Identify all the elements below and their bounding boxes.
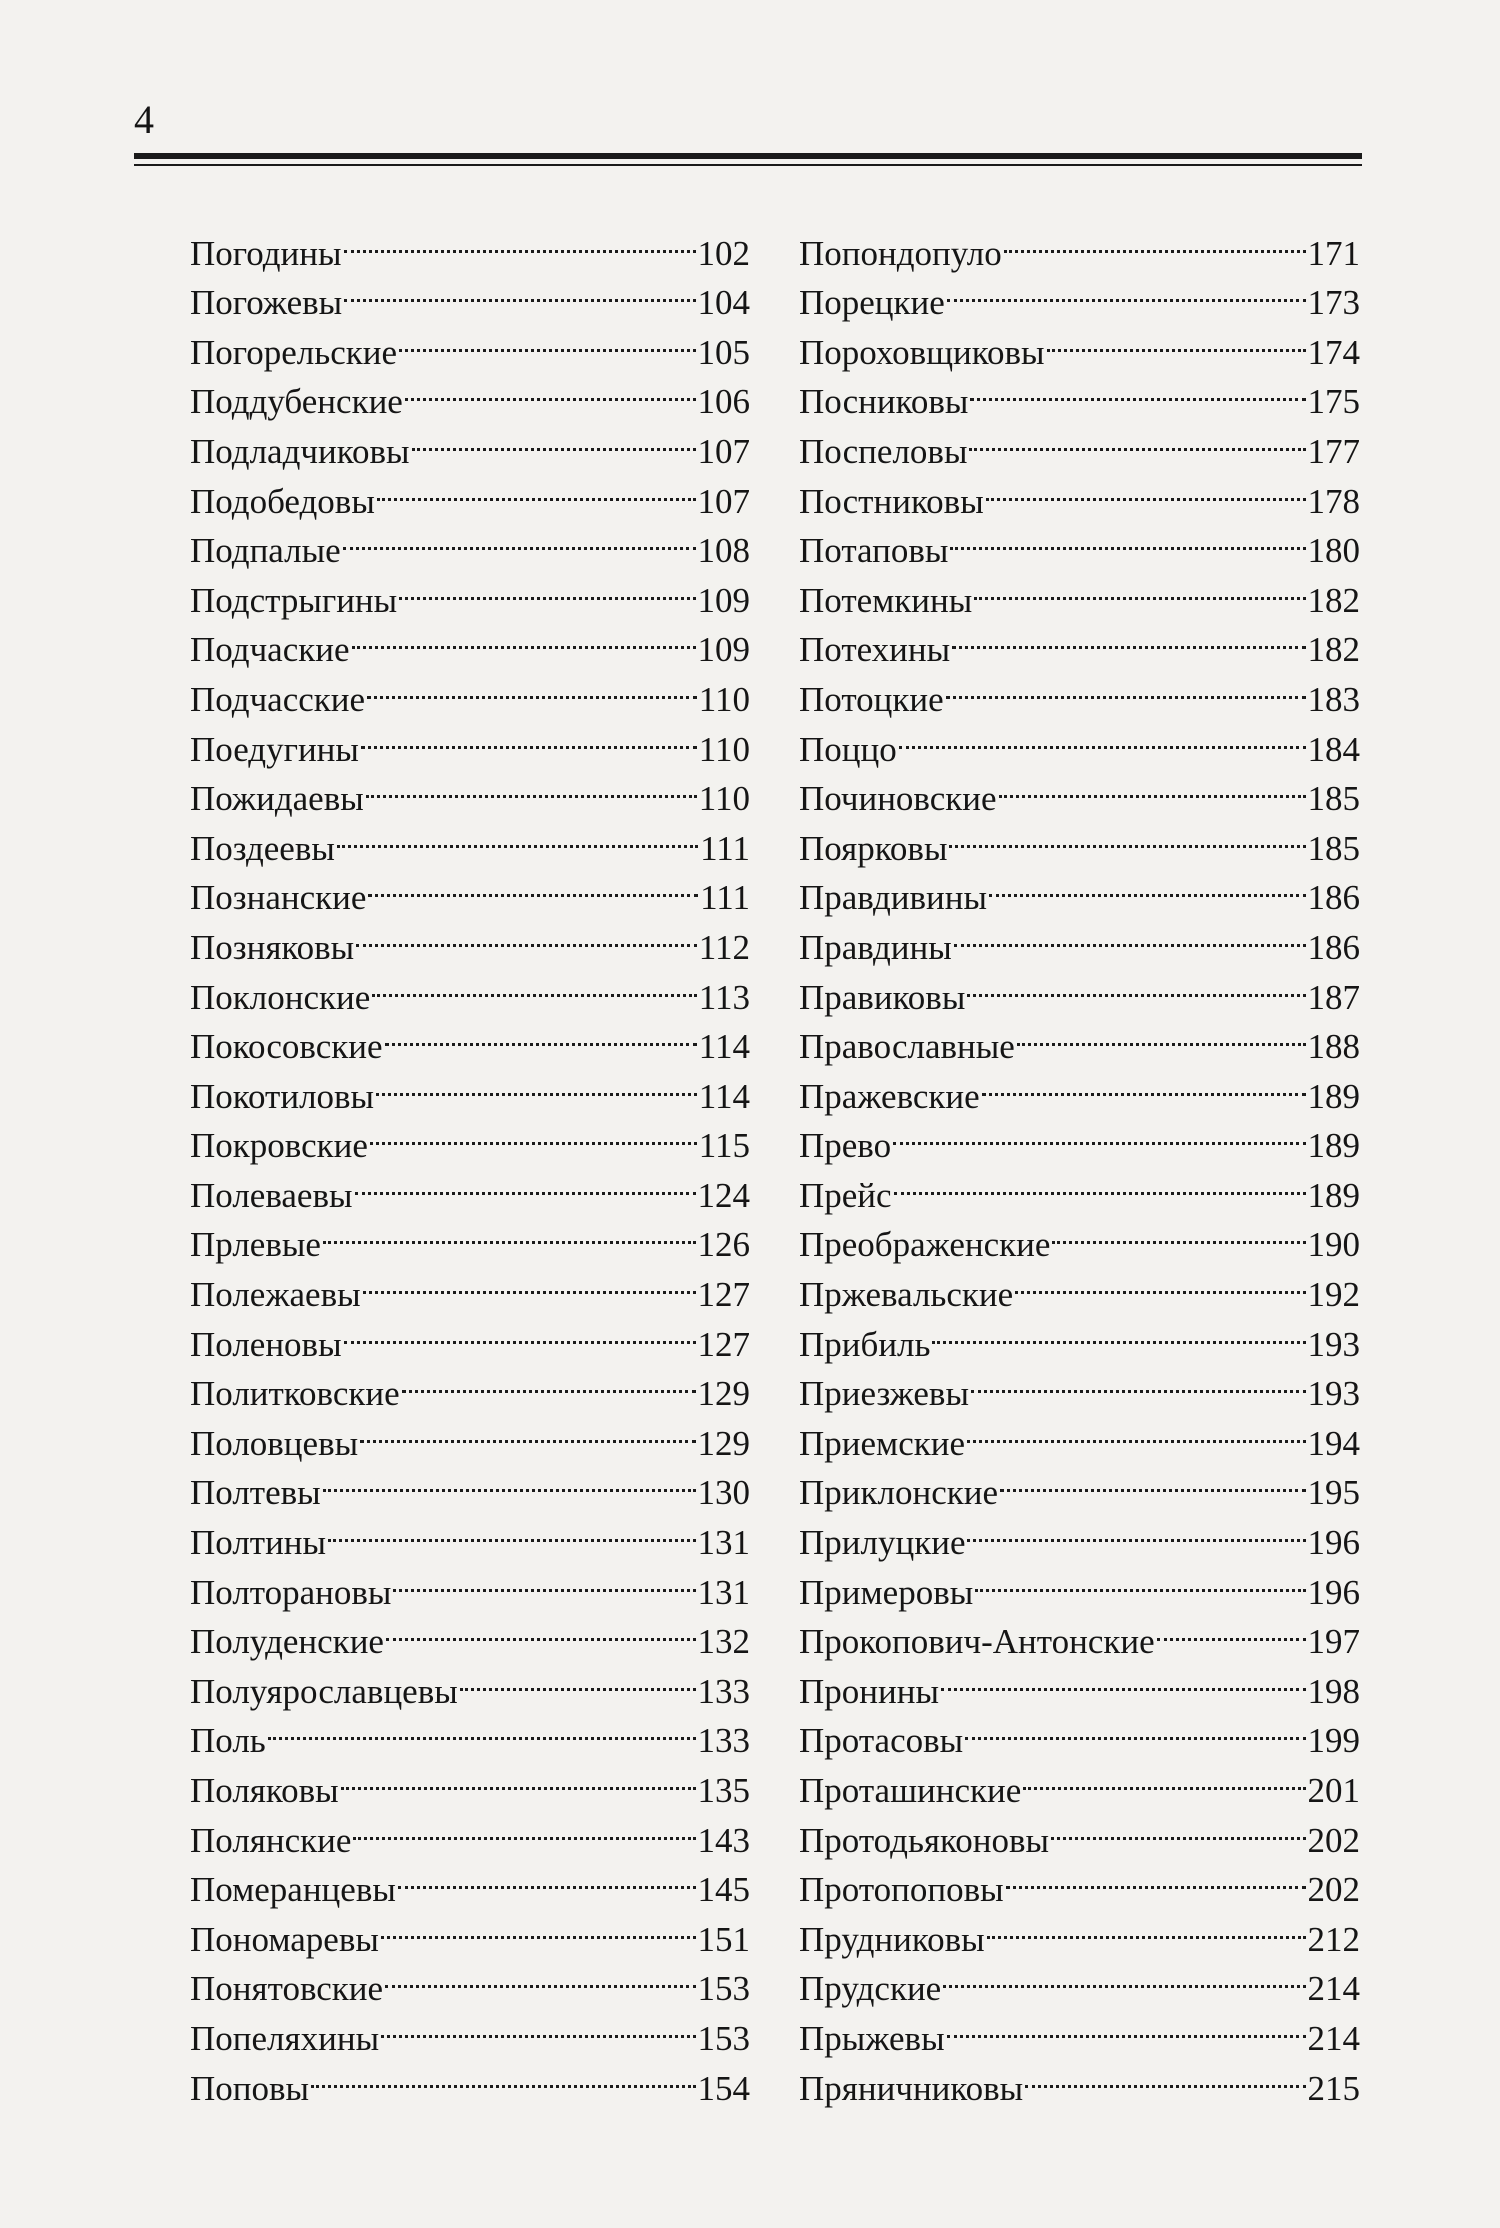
entry-surname: Поль bbox=[190, 1721, 266, 1761]
entry-surname: Покотиловы bbox=[190, 1076, 375, 1116]
index-column-right bbox=[799, 215, 1360, 2108]
dot-leader bbox=[399, 314, 695, 364]
entry-surname: Полуденские bbox=[190, 1622, 384, 1662]
entry-surname: Поддубенские bbox=[190, 382, 403, 422]
entry-surname: Потоцкие bbox=[799, 679, 944, 719]
dot-leader bbox=[370, 1108, 697, 1158]
entry-surname: Правдивины bbox=[799, 878, 988, 918]
entry-surname: Попеляхины bbox=[190, 2018, 380, 2058]
entry-page-number: 177 bbox=[1307, 431, 1360, 471]
dot-leader bbox=[967, 1405, 1306, 1455]
entry-surname: Полеваевы bbox=[190, 1175, 353, 1215]
index-column-left bbox=[190, 215, 750, 2108]
dot-leader bbox=[971, 1356, 1306, 1406]
entry-page-number: 196 bbox=[1307, 1523, 1360, 1563]
entry-page-number: 135 bbox=[697, 1771, 750, 1810]
dot-leader bbox=[343, 513, 696, 563]
dot-leader bbox=[894, 1157, 1306, 1207]
dot-leader bbox=[1047, 314, 1306, 364]
entry-surname: Подобедовы bbox=[190, 481, 375, 521]
entry-surname: Половцевы bbox=[190, 1423, 359, 1463]
entry-surname: Пражевские bbox=[799, 1076, 980, 1116]
entry-surname: Православные bbox=[799, 1027, 1015, 1067]
index-entry bbox=[190, 1752, 750, 1810]
entry-surname: Постниковы bbox=[799, 481, 984, 521]
dot-leader bbox=[1157, 1604, 1306, 1654]
entry-surname: Понятовские bbox=[190, 1969, 384, 2009]
dot-leader bbox=[323, 1207, 696, 1257]
dot-leader bbox=[377, 463, 696, 513]
entry-surname: Правиковы bbox=[799, 977, 966, 1017]
entry-page-number: 106 bbox=[697, 382, 750, 422]
entry-surname: Прейс bbox=[799, 1175, 892, 1215]
entry-surname: Поспеловы bbox=[799, 431, 968, 471]
dot-leader bbox=[965, 1703, 1305, 1753]
dot-leader bbox=[1051, 1802, 1305, 1852]
entry-page-number: 171 bbox=[1307, 233, 1360, 273]
dot-leader bbox=[967, 1504, 1305, 1554]
entry-surname: Полянские bbox=[190, 1820, 352, 1860]
entry-page-number: 187 bbox=[1307, 977, 1360, 1017]
dot-leader bbox=[341, 1752, 696, 1802]
dot-leader bbox=[1015, 1256, 1305, 1306]
entry-surname: Правдины bbox=[799, 927, 952, 967]
dot-leader bbox=[950, 513, 1305, 563]
dot-leader bbox=[1023, 1752, 1305, 1802]
entry-page-number: 115 bbox=[698, 1126, 750, 1166]
entry-page-number: 110 bbox=[698, 729, 750, 769]
dot-leader bbox=[367, 661, 697, 711]
dot-leader bbox=[954, 909, 1306, 959]
entry-surname: Поляковы bbox=[190, 1771, 339, 1810]
entry-page-number: 186 bbox=[1307, 927, 1360, 967]
entry-surname: Померанцевы bbox=[190, 1870, 396, 1910]
entry-surname: Пряничниковы bbox=[799, 2068, 1024, 2108]
entry-page-number: 197 bbox=[1307, 1622, 1360, 1662]
entry-page-number: 109 bbox=[697, 580, 750, 620]
entry-page-number: 190 bbox=[1307, 1225, 1360, 1265]
entry-page-number: 193 bbox=[1307, 1374, 1360, 1414]
entry-page-number: 185 bbox=[1307, 828, 1360, 868]
entry-surname: Посниковы bbox=[799, 382, 969, 422]
entry-page-number: 173 bbox=[1307, 283, 1360, 323]
entry-page-number: 133 bbox=[697, 1671, 750, 1711]
entry-surname: Полежаевы bbox=[190, 1275, 361, 1315]
entry-page-number: 186 bbox=[1307, 878, 1360, 918]
dot-leader bbox=[1000, 1455, 1305, 1505]
entry-surname: Пронины bbox=[799, 1671, 939, 1711]
entry-page-number: 131 bbox=[697, 1523, 750, 1563]
entry-surname: Прудниковы bbox=[799, 1919, 985, 1959]
dot-leader bbox=[353, 1802, 695, 1852]
dot-leader bbox=[386, 1604, 696, 1654]
entry-page-number: 199 bbox=[1307, 1721, 1360, 1761]
entry-surname: Погорельские bbox=[190, 332, 398, 372]
entry-page-number: 180 bbox=[1307, 531, 1360, 571]
dot-leader bbox=[393, 1554, 695, 1604]
entry-page-number: 124 bbox=[697, 1175, 750, 1215]
dot-leader bbox=[969, 413, 1305, 463]
entry-page-number: 201 bbox=[1307, 1771, 1360, 1810]
index-entry bbox=[190, 1703, 750, 1761]
entry-surname: Приезжевы bbox=[799, 1374, 969, 1414]
dot-leader bbox=[355, 1157, 696, 1207]
entry-surname: Политковские bbox=[190, 1374, 400, 1414]
entry-surname: Поедугины bbox=[190, 729, 359, 769]
dot-leader bbox=[344, 265, 695, 315]
entry-surname: Прилуцкие bbox=[799, 1523, 966, 1563]
entry-surname: Прудские bbox=[799, 1969, 942, 2009]
entry-surname: Погожевы bbox=[190, 283, 343, 323]
entry-page-number: 113 bbox=[698, 977, 750, 1017]
entry-page-number: 107 bbox=[697, 481, 750, 521]
entry-page-number: 127 bbox=[697, 1275, 750, 1315]
dot-leader bbox=[311, 2050, 695, 2100]
entry-surname: Прево bbox=[799, 1126, 892, 1166]
header-rule-thin bbox=[134, 164, 1362, 166]
entry-page-number: 102 bbox=[697, 233, 750, 273]
entry-page-number: 105 bbox=[697, 332, 750, 372]
dot-leader bbox=[932, 1306, 1305, 1356]
dot-leader bbox=[412, 413, 696, 463]
dot-leader bbox=[399, 562, 695, 612]
dot-leader bbox=[943, 1951, 1305, 2001]
entry-page-number: 198 bbox=[1307, 1671, 1360, 1711]
entry-page-number: 130 bbox=[697, 1473, 750, 1513]
dot-leader bbox=[360, 1405, 695, 1455]
entry-page-number: 109 bbox=[697, 630, 750, 670]
dot-leader bbox=[402, 1356, 696, 1406]
entry-page-number: 188 bbox=[1307, 1027, 1360, 1067]
entry-page-number: 145 bbox=[697, 1870, 750, 1910]
entry-surname: Позняковы bbox=[190, 927, 355, 967]
entry-page-number: 112 bbox=[698, 927, 750, 967]
entry-page-number: 195 bbox=[1307, 1473, 1360, 1513]
entry-page-number: 129 bbox=[697, 1423, 750, 1463]
entry-page-number: 111 bbox=[700, 878, 750, 918]
entry-surname: Протопоповы bbox=[799, 1870, 1004, 1910]
entry-surname: Полтевы bbox=[190, 1473, 321, 1513]
entry-page-number: 153 bbox=[697, 1969, 750, 2009]
entry-surname: Подпалые bbox=[190, 531, 341, 571]
entry-surname: Потехины bbox=[799, 630, 951, 670]
entry-page-number: 189 bbox=[1307, 1076, 1360, 1116]
page-number: 4 bbox=[134, 97, 154, 142]
entry-page-number: 202 bbox=[1307, 1870, 1360, 1910]
entry-page-number: 143 bbox=[697, 1820, 750, 1860]
dot-leader bbox=[941, 1653, 1306, 1703]
entry-surname: Прокопович-Антонские bbox=[799, 1622, 1155, 1662]
entry-surname: Пржевальские bbox=[799, 1275, 1014, 1315]
entry-page-number: 212 bbox=[1307, 1919, 1360, 1959]
entry-surname: Полуярославцевы bbox=[190, 1671, 458, 1711]
entry-page-number: 174 bbox=[1307, 332, 1360, 372]
entry-page-number: 189 bbox=[1307, 1175, 1360, 1215]
entry-page-number: 110 bbox=[698, 679, 750, 719]
dot-leader bbox=[974, 562, 1305, 612]
dot-leader bbox=[268, 1703, 696, 1753]
entry-page-number: 108 bbox=[697, 531, 750, 571]
entry-surname: Подчасские bbox=[190, 679, 366, 719]
dot-leader bbox=[947, 265, 1306, 315]
dot-leader bbox=[1004, 215, 1306, 265]
entry-surname: Покосовские bbox=[190, 1027, 383, 1067]
dot-leader bbox=[1025, 2050, 1305, 2100]
entry-surname: Попондопуло bbox=[799, 233, 1002, 273]
dot-leader bbox=[460, 1653, 696, 1703]
entry-surname: Приемские bbox=[799, 1423, 965, 1463]
dot-leader bbox=[1052, 1207, 1305, 1257]
header-rule-thick bbox=[134, 153, 1362, 159]
entry-surname: Поленовы bbox=[190, 1324, 342, 1364]
dot-leader bbox=[372, 959, 697, 1009]
dot-leader bbox=[385, 1009, 697, 1059]
dot-leader bbox=[893, 1108, 1305, 1158]
entry-page-number: 154 bbox=[697, 2068, 750, 2108]
dot-leader bbox=[1006, 1852, 1306, 1902]
entry-page-number: 182 bbox=[1307, 580, 1360, 620]
entry-surname: Прыжевы bbox=[799, 2018, 945, 2058]
dot-leader bbox=[970, 364, 1305, 414]
dot-leader bbox=[975, 1554, 1305, 1604]
entry-surname: Поздеевы bbox=[190, 828, 335, 868]
entry-page-number: 193 bbox=[1307, 1324, 1360, 1364]
dot-leader bbox=[952, 612, 1305, 662]
entry-page-number: 215 bbox=[1307, 2068, 1360, 2108]
dot-leader bbox=[899, 711, 1306, 761]
dot-leader bbox=[381, 1901, 696, 1951]
dot-leader bbox=[344, 215, 696, 265]
entry-surname: Протодьяконовы bbox=[799, 1820, 1050, 1860]
entry-surname: Пороховщиковы bbox=[799, 332, 1045, 372]
entry-surname: Полторановы bbox=[190, 1572, 392, 1612]
entry-page-number: 182 bbox=[1307, 630, 1360, 670]
dot-leader bbox=[1017, 1009, 1306, 1059]
entry-surname: Поклонские bbox=[190, 977, 371, 1017]
dot-leader bbox=[946, 661, 1306, 711]
entry-page-number: 151 bbox=[697, 1919, 750, 1959]
entry-page-number: 194 bbox=[1307, 1423, 1360, 1463]
entry-page-number: 110 bbox=[698, 779, 750, 819]
dot-leader bbox=[947, 2000, 1306, 2050]
entry-surname: Пожидаевы bbox=[190, 779, 364, 819]
dot-leader bbox=[987, 1901, 1306, 1951]
entry-page-number: 192 bbox=[1307, 1275, 1360, 1315]
entry-page-number: 132 bbox=[697, 1622, 750, 1662]
entry-page-number: 127 bbox=[697, 1324, 750, 1364]
entry-surname: Порецкие bbox=[799, 283, 945, 323]
entry-page-number: 111 bbox=[700, 828, 750, 868]
dot-leader bbox=[376, 1058, 697, 1108]
entry-page-number: 131 bbox=[697, 1572, 750, 1612]
entry-page-number: 214 bbox=[1307, 2018, 1360, 2058]
dot-leader bbox=[361, 711, 697, 761]
entry-page-number: 184 bbox=[1307, 729, 1360, 769]
dot-leader bbox=[999, 761, 1306, 811]
entry-page-number: 114 bbox=[698, 1076, 750, 1116]
entry-surname: Прлевые bbox=[190, 1225, 321, 1265]
entry-surname: Протасовы bbox=[799, 1721, 964, 1761]
entry-page-number: 133 bbox=[697, 1721, 750, 1761]
entry-surname: Подчаские bbox=[190, 630, 350, 670]
dot-leader bbox=[989, 860, 1305, 910]
entry-surname: Починовские bbox=[799, 779, 997, 819]
entry-page-number: 214 bbox=[1307, 1969, 1360, 2009]
entry-page-number: 175 bbox=[1307, 382, 1360, 422]
entry-surname: Поповы bbox=[190, 2068, 310, 2108]
entry-page-number: 129 bbox=[697, 1374, 750, 1414]
entry-surname: Потемкины bbox=[799, 580, 973, 620]
dot-leader bbox=[967, 959, 1305, 1009]
entry-surname: Потаповы bbox=[799, 531, 949, 571]
entry-page-number: 153 bbox=[697, 2018, 750, 2058]
dot-leader bbox=[344, 1306, 696, 1356]
entry-page-number: 104 bbox=[697, 283, 750, 323]
entry-surname: Примеровы bbox=[799, 1572, 974, 1612]
entry-surname: Проташинские bbox=[799, 1771, 1022, 1810]
dot-leader bbox=[337, 810, 698, 860]
entry-surname: Преображенские bbox=[799, 1225, 1051, 1265]
entry-surname: Покровские bbox=[190, 1126, 368, 1166]
entry-page-number: 202 bbox=[1307, 1820, 1360, 1860]
entry-page-number: 178 bbox=[1307, 481, 1360, 521]
entry-surname: Поццо bbox=[799, 729, 897, 769]
dot-leader bbox=[352, 612, 696, 662]
dot-leader bbox=[381, 2000, 695, 2050]
entry-surname: Познанские bbox=[190, 878, 367, 918]
entry-page-number: 183 bbox=[1307, 679, 1360, 719]
entry-surname: Подладчиковы bbox=[190, 431, 410, 471]
entry-surname: Пономаревы bbox=[190, 1919, 379, 1959]
entry-page-number: 114 bbox=[698, 1027, 750, 1067]
entry-surname: Приклонские bbox=[799, 1473, 999, 1513]
entry-page-number: 196 bbox=[1307, 1572, 1360, 1612]
index-entry bbox=[190, 215, 750, 273]
entry-surname: Полтины bbox=[190, 1523, 327, 1563]
dot-leader bbox=[328, 1504, 695, 1554]
dot-leader bbox=[366, 761, 697, 811]
dot-leader bbox=[982, 1058, 1306, 1108]
dot-leader bbox=[385, 1951, 695, 2001]
dot-leader bbox=[323, 1455, 696, 1505]
entry-page-number: 189 bbox=[1307, 1126, 1360, 1166]
entry-surname: Прибиль bbox=[799, 1324, 931, 1364]
entry-surname: Погодины bbox=[190, 233, 342, 273]
entry-page-number: 107 bbox=[697, 431, 750, 471]
entry-surname: Подстрыгины bbox=[190, 580, 398, 620]
dot-leader bbox=[949, 810, 1305, 860]
dot-leader bbox=[363, 1256, 696, 1306]
entry-page-number: 126 bbox=[697, 1225, 750, 1265]
dot-leader bbox=[405, 364, 696, 414]
entry-page-number: 185 bbox=[1307, 779, 1360, 819]
dot-leader bbox=[986, 463, 1306, 513]
dot-leader bbox=[398, 1852, 696, 1902]
entry-surname: Поярковы bbox=[799, 828, 948, 868]
index-entry bbox=[799, 215, 1360, 273]
dot-leader bbox=[356, 909, 697, 959]
dot-leader bbox=[368, 860, 698, 910]
